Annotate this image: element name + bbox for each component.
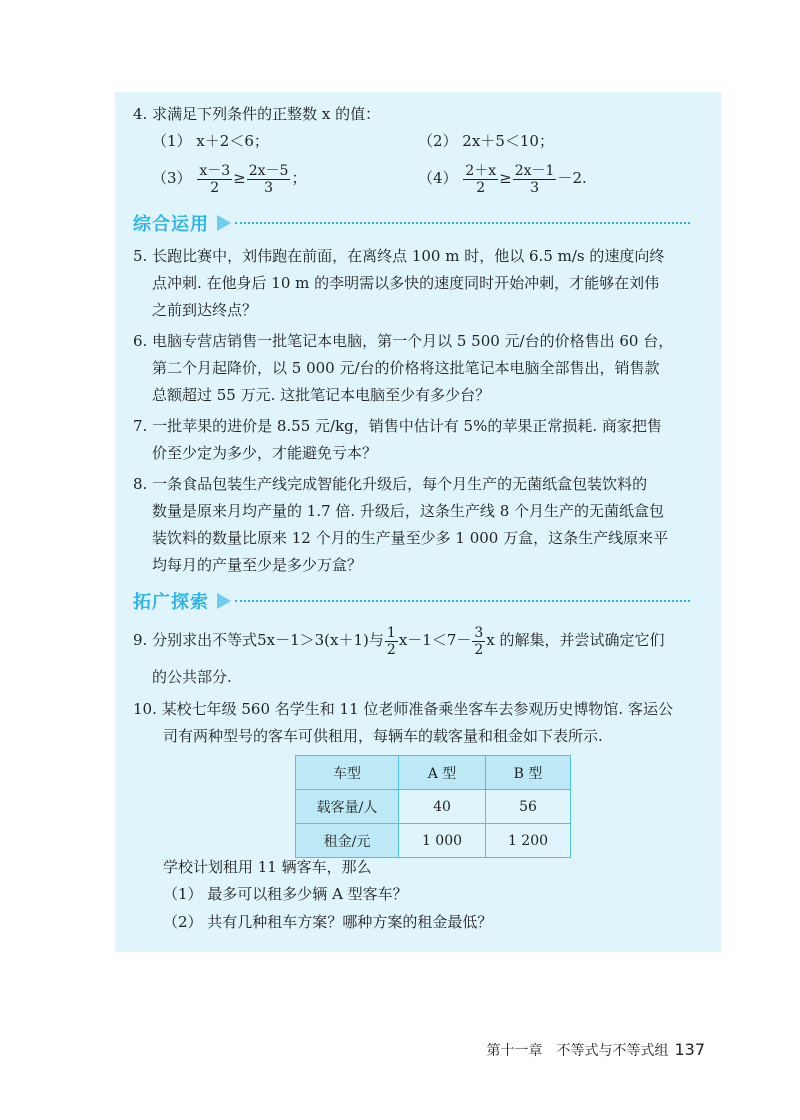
q10-line1: 10. 某校七年级 560 名学生和 11 位老师准备乘坐客车去参观历史博物馆. 客运公	[133, 700, 673, 718]
q4-part4	[418, 160, 587, 196]
q7-line2: 价至少定为多少，才能避免亏本？	[152, 444, 378, 462]
q9-text-pre: 9. 分别求出不等式5x－1＞3(x＋1)与	[133, 631, 384, 649]
relation-sign: ≥	[499, 169, 512, 187]
q8-line3: 装饮料的数量比原来 12 个月的生产量至少多 1 000 万盒，这条生产线原来平	[152, 529, 669, 547]
table-cell: 56	[486, 790, 571, 824]
q5-line1: 5. 长跑比赛中，刘伟跑在前面，在离终点 100 m 时，他以 6.5 m/s 的速度向终	[133, 247, 665, 265]
q4-part3	[152, 160, 306, 196]
table-header-cell: A 型	[399, 756, 486, 790]
q4-part4-label: （4）	[418, 169, 458, 187]
dotted-rule	[235, 600, 690, 602]
page-number: 137	[674, 1040, 705, 1059]
numerator: 3	[474, 624, 484, 641]
section-title: 综合运用	[133, 214, 209, 235]
triangle-arrow-icon	[217, 593, 231, 609]
q10-sub2: （2） 共有几种租车方案？哪种方案的租金最低？	[163, 913, 493, 931]
section-header-zonghe	[133, 210, 690, 236]
q4-part2: （2） 2x＋5＜10；	[418, 132, 554, 150]
q4-stem: 4. 求满足下列条件的正整数 x 的值：	[133, 105, 381, 123]
fraction	[472, 625, 485, 658]
fraction	[385, 625, 398, 658]
numerator: 1	[386, 624, 396, 641]
numerator: 2＋x	[465, 162, 497, 179]
q9-text-mid: x－1＜7－	[398, 631, 472, 649]
table-header-cell: 车型	[296, 756, 399, 790]
q9-line2: 的公共部分.	[152, 668, 232, 686]
table-cell: 40	[399, 790, 486, 824]
chapter-title: 第十一章 不等式与不等式组	[486, 1043, 669, 1059]
section-header-tuoguang	[133, 588, 690, 614]
q4-part3-label: （3）	[152, 169, 192, 187]
triangle-arrow-icon	[217, 215, 231, 231]
q4-part1: （1） x＋2＜6；	[152, 132, 269, 150]
q6-line2: 第二个月起降价，以 5 000 元/台的价格将这批笔记本电脑全部售出，销售款	[152, 359, 660, 377]
denominator: 2	[210, 179, 220, 196]
numerator: x－3	[199, 162, 231, 179]
q6-line3: 总额超过 55 万元. 这批笔记本电脑至少有多少台？	[152, 386, 491, 404]
q9-line1	[133, 622, 665, 658]
denominator: 2	[476, 179, 486, 196]
relation-sign: ≥	[233, 169, 246, 187]
q8-line1: 8. 一条食品包装生产线完成智能化升级后，每个月生产的无菌纸盒包装饮料的	[133, 475, 648, 493]
table-header-row	[296, 756, 571, 790]
table-row	[296, 790, 571, 824]
table-header-cell: B 型	[486, 756, 571, 790]
q6-line1: 6. 电脑专营店销售一批笔记本电脑，第一个月以 5 500 元/台的价格售出 60 台，	[133, 332, 674, 350]
numerator: 2x－1	[514, 162, 555, 179]
q9-text-post: x 的解集，并尝试确定它们	[486, 631, 665, 649]
denominator: 2	[386, 641, 396, 658]
q10-line2: 司有两种型号的客车可供租用，每辆车的载客量和租金如下表所示.	[163, 727, 603, 745]
table-row-label: 租金/元	[296, 824, 399, 858]
q5-line2: 点冲刺. 在他身后 10 m 的李明需以多快的速度同时开始冲刺，才能够在刘伟	[152, 274, 660, 292]
denominator: 3	[530, 179, 540, 196]
section-title: 拓广探索	[133, 592, 209, 613]
q5-line3: 之前到达终点？	[152, 301, 258, 319]
q8-line2: 数量是原来月均产量的 1.7 倍. 升级后，这条生产线 8 个月生产的无菌纸盒包	[152, 502, 665, 520]
fraction	[247, 163, 291, 196]
table-cell: 1 000	[399, 824, 486, 858]
q7-line1: 7. 一批苹果的进价是 8.55 元/kg，销售中估计有 5%的苹果正常损耗. 商家把售	[133, 417, 662, 435]
fraction	[197, 163, 232, 196]
q10-plan: 学校计划租用 11 辆客车，那么	[163, 858, 372, 876]
numerator: 2x－5	[248, 162, 289, 179]
bus-rental-table	[295, 755, 571, 858]
denominator: 3	[264, 179, 274, 196]
dotted-rule	[235, 222, 690, 224]
page-footer	[486, 1040, 705, 1060]
punctuation: ；	[291, 169, 307, 187]
fraction	[513, 163, 557, 196]
q10-sub1: （1） 最多可以租多少辆 A 型客车？	[163, 885, 408, 903]
expression-tail: －2.	[557, 169, 587, 187]
fraction	[463, 163, 498, 196]
q8-line4: 均每月的产量至少是多少万盒？	[152, 556, 363, 574]
table-cell: 1 200	[486, 824, 571, 858]
table-row	[296, 824, 571, 858]
denominator: 2	[474, 641, 484, 658]
table-row-label: 载客量/人	[296, 790, 399, 824]
